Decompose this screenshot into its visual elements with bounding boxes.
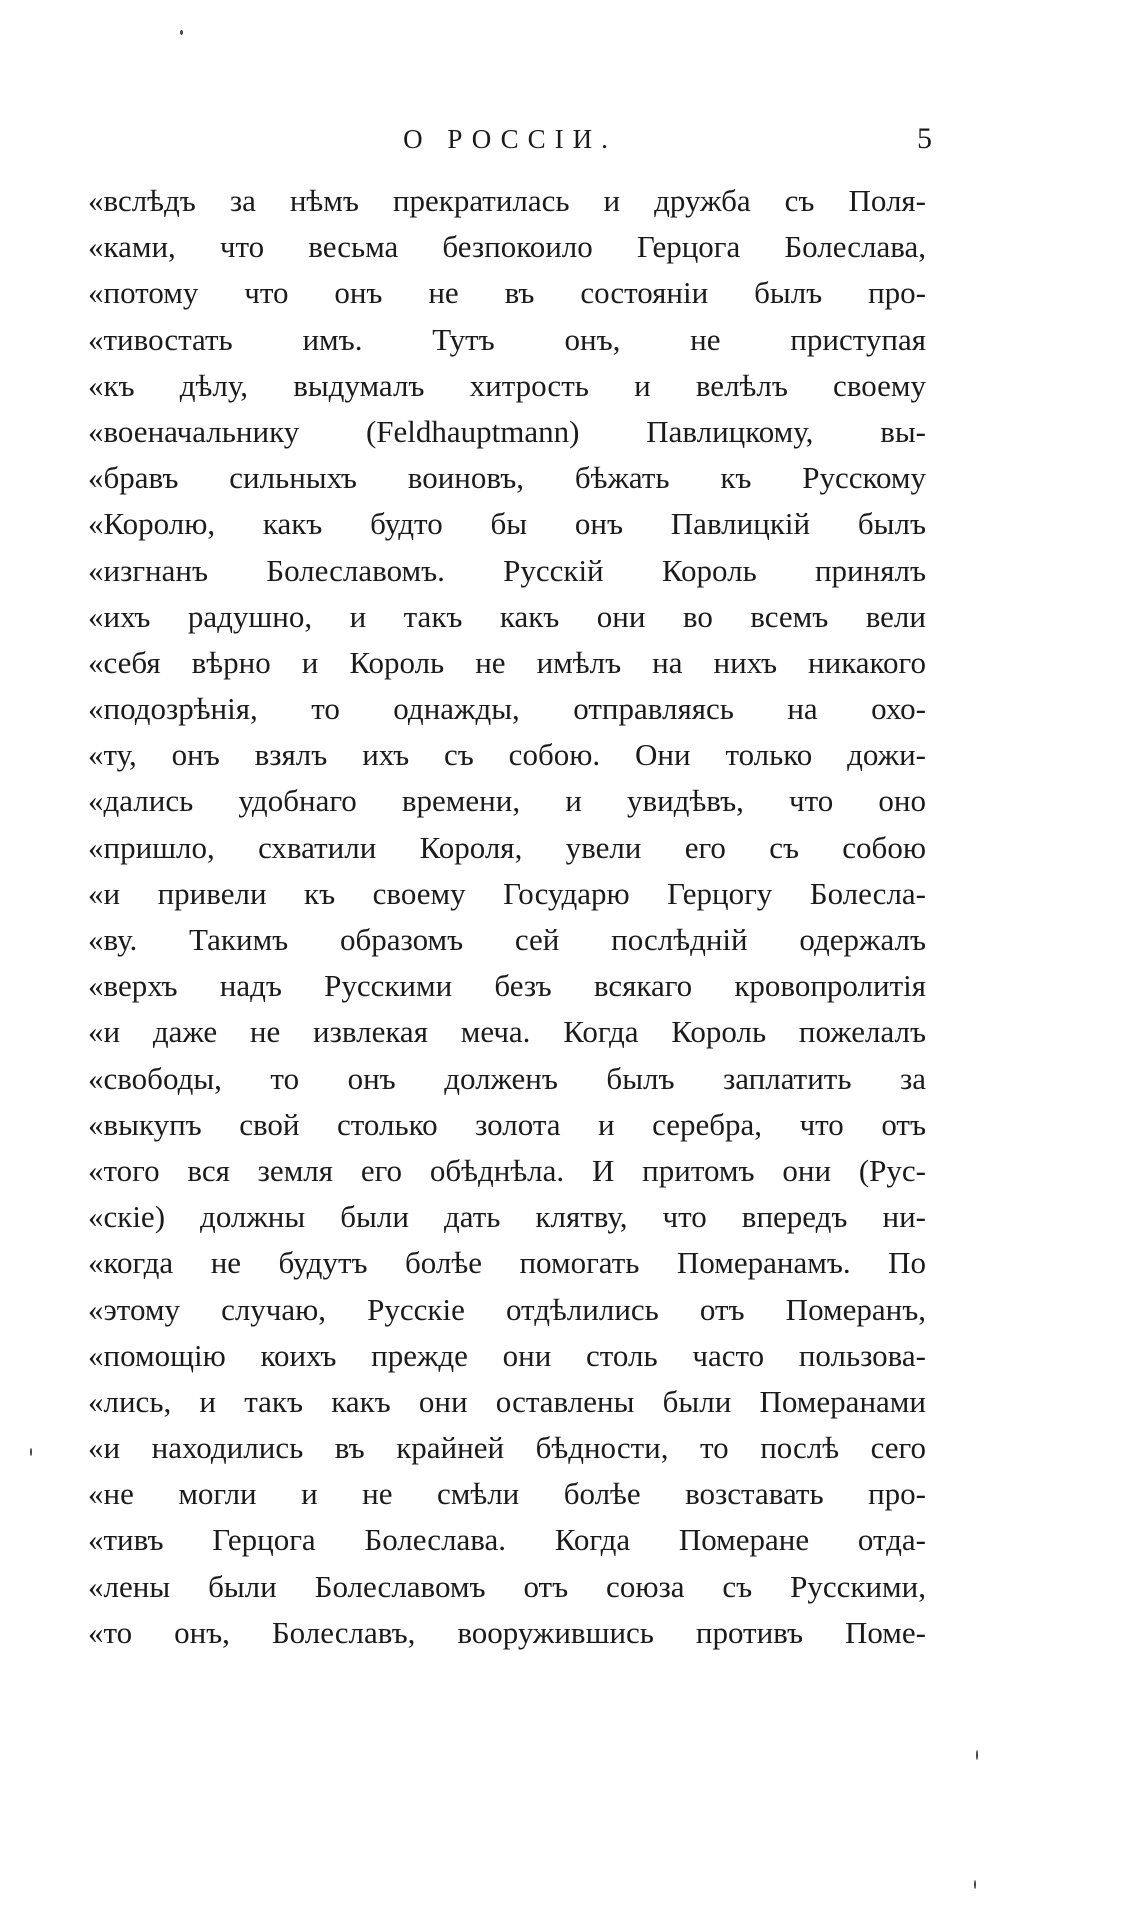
text-line: «того вся земля его обѣднѣла. И притомъ они (Рус- <box>88 1152 926 1188</box>
text-line: «дались удобнаго времени, и увидѣвъ, что оно <box>88 783 926 819</box>
text-line: «и находились въ крайней бѣдности, то послѣ сего <box>88 1430 926 1466</box>
text-line: «выкупъ свой столько золота и серебра, что отъ <box>88 1106 926 1142</box>
running-title: О РОССІИ. <box>403 124 617 154</box>
text-line: «тивостать имъ. Тутъ онъ, не приступая <box>88 321 926 357</box>
text-line: «свободы, то онъ долженъ былъ заплатить за <box>88 1060 926 1096</box>
text-line: «то онъ, Болеславъ, вооружившись противъ Поме- <box>88 1614 926 1650</box>
text-line: «этому случаю, Русскіе отдѣлились отъ Померанъ, <box>88 1291 926 1327</box>
text-line: «ту, онъ взялъ ихъ съ собою. Они только дожи- <box>88 737 926 773</box>
text-line: «тивъ Герцога Болеслава. Когда Померане отда- <box>88 1522 926 1558</box>
text-line: «пришло, схватили Короля, увели его съ собою <box>88 829 926 865</box>
text-line: «Королю, какъ будто бы онъ Павлицкій былъ <box>88 506 926 542</box>
text-line: «и привели къ своему Государю Герцогу Болесла- <box>88 875 926 911</box>
paper-speck <box>976 1750 978 1760</box>
text-line: «помощію коихъ прежде они столь часто пользова- <box>88 1337 926 1373</box>
body-text <box>88 178 926 1656</box>
paper-speck <box>974 1880 976 1889</box>
text-line: «себя вѣрно и Король не имѣлъ на нихъ никакого <box>88 644 926 680</box>
text-line: «ву. Такимъ образомъ сей послѣдній одержалъ <box>88 922 926 957</box>
text-line: «верхъ надъ Русскими безъ всякаго кровопролитія <box>88 968 926 1004</box>
text-line: «къ дѣлу, выдумалъ хитрость и велѣлъ своему <box>88 367 926 403</box>
text-line: «изгнанъ Болеславомъ. Русскій Король принялъ <box>88 552 926 588</box>
text-line: «военачальнику (Feldhauptmann) Павлицкому, вы- <box>88 413 926 449</box>
text-line: «ками, что весьма безпокоило Герцога Болеслава, <box>88 229 926 265</box>
text-line: «ихъ радушно, и такъ какъ они во всемъ вели <box>88 598 926 634</box>
text-line: «когда не будутъ болѣе помогать Померанамъ. По <box>88 1245 926 1281</box>
paper-speck <box>30 1448 32 1456</box>
text-line: «бравъ сильныхъ воиновъ, бѣжать къ Русскому <box>88 460 926 496</box>
text-line: «скіе) должны были дать клятву, что впередъ ни- <box>88 1199 926 1235</box>
text-line: «лены были Болеславомъ отъ союза съ Русскими, <box>88 1568 926 1604</box>
text-line: «и даже не извлекая меча. Когда Король пожелалъ <box>88 1014 926 1050</box>
text-line: «не могли и не смѣли болѣе возставать про- <box>88 1476 926 1512</box>
text-line: «подозрѣнія, то однажды, отправляясь на охо- <box>88 691 926 727</box>
text-line: «потому что онъ не въ состояніи былъ про- <box>88 275 926 311</box>
text-line: «вслѣдъ за нѣмъ прекратилась и дружба съ Поля- <box>88 183 926 218</box>
page-number: 5 <box>917 122 932 155</box>
text-line: «лись, и такъ какъ они оставлены были Померанами <box>88 1383 926 1419</box>
paper-speck <box>180 30 183 35</box>
running-head <box>90 124 930 164</box>
